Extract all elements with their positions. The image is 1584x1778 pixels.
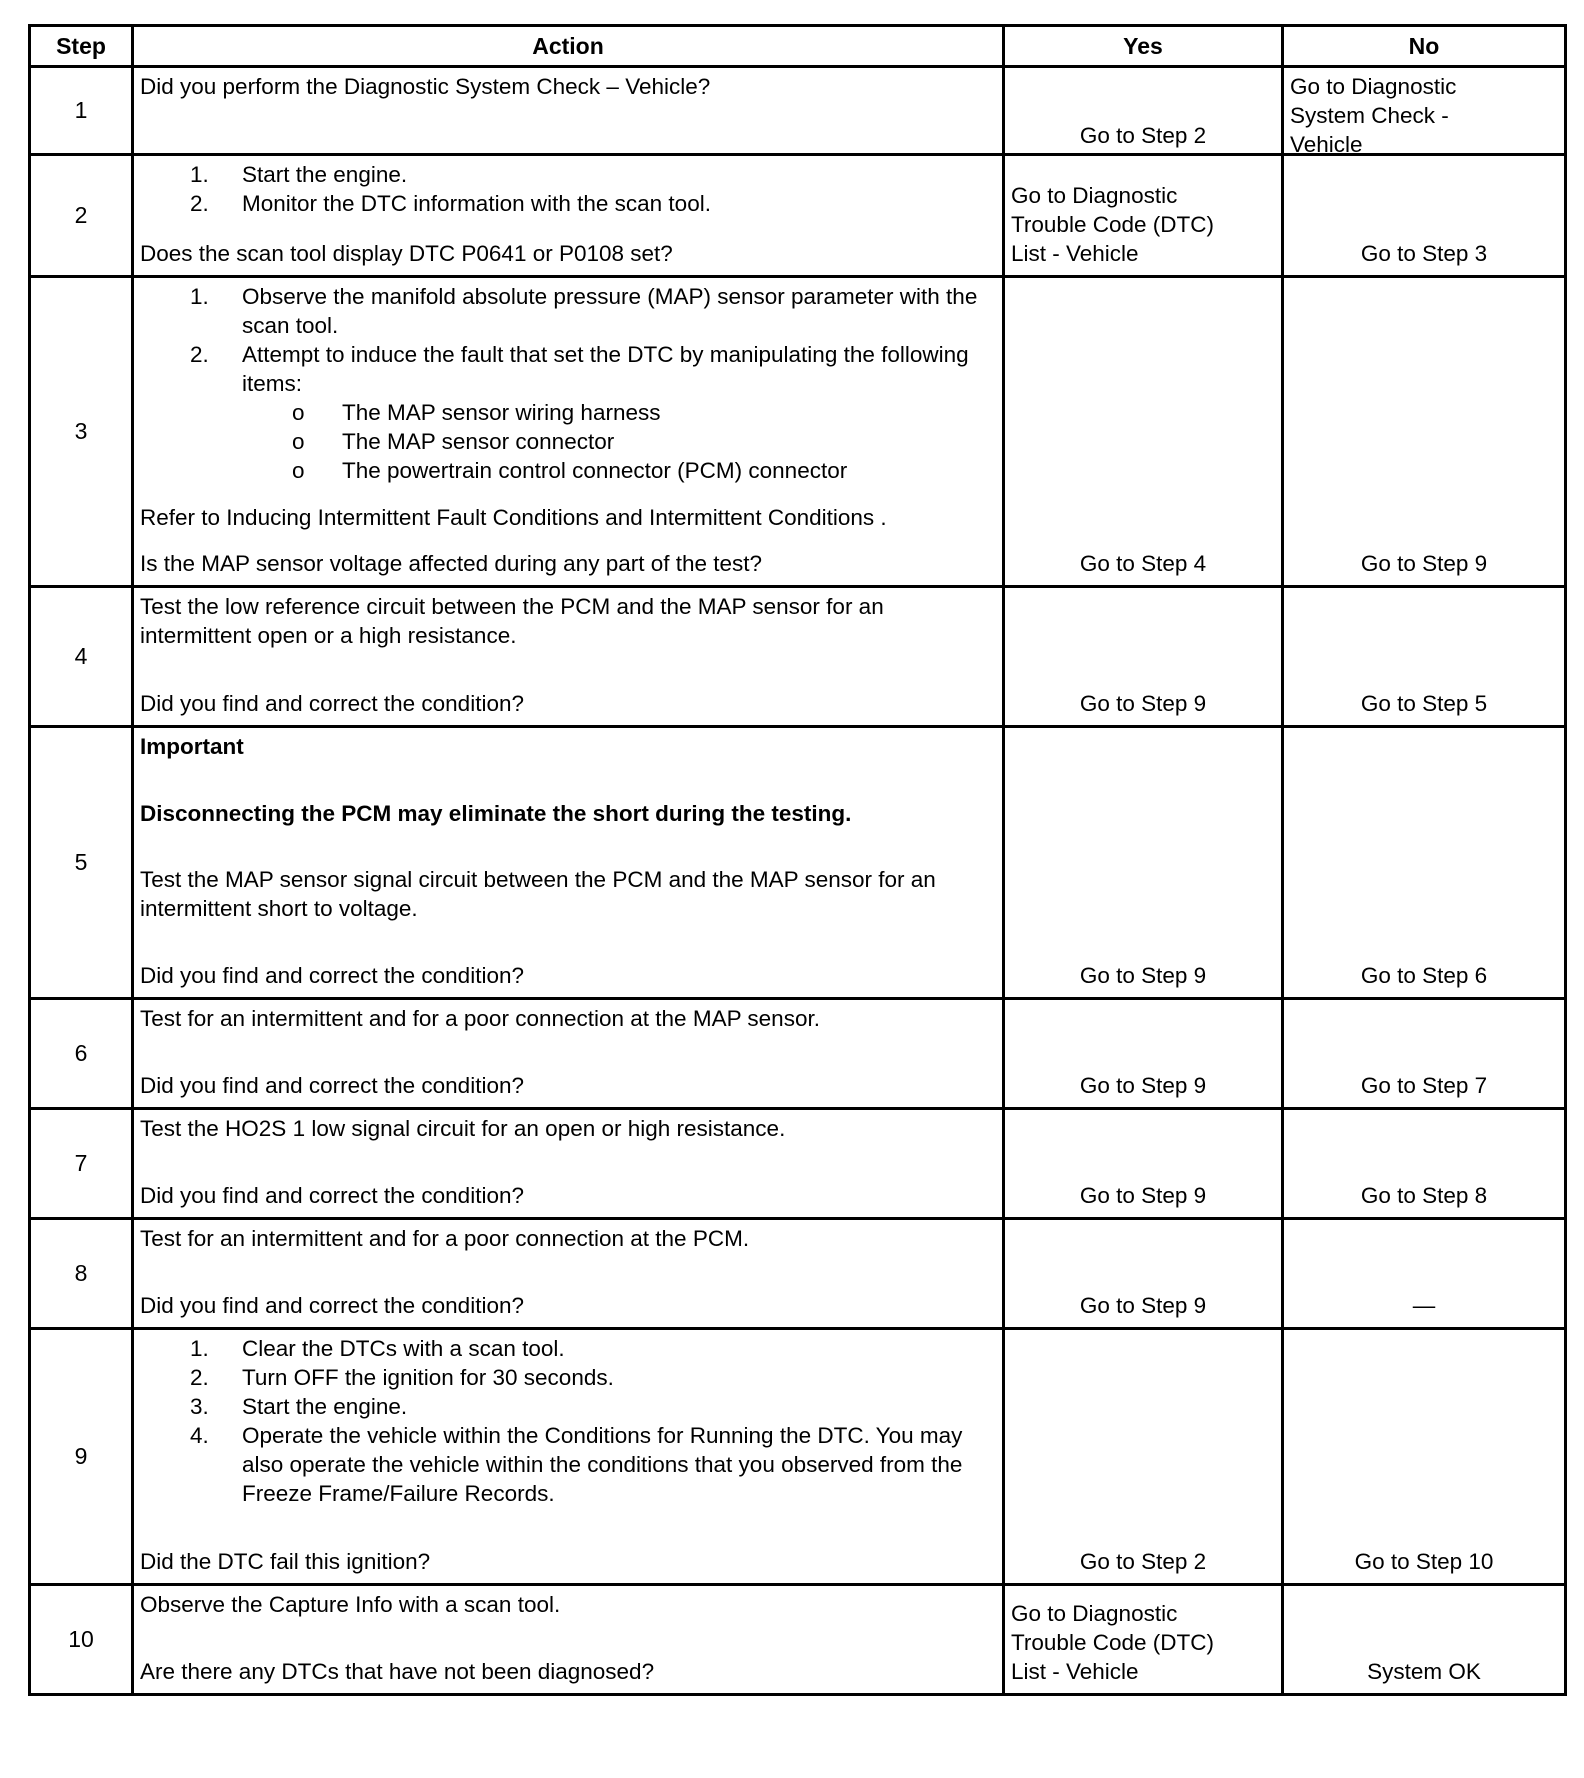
action-cell [133,277,1004,587]
no-cell [1283,277,1566,587]
no-result-line: Vehicle [1290,132,1363,157]
numbered-list [140,160,996,218]
yes-cell [1004,277,1283,587]
step-number: 3 [30,277,133,587]
question-text: Does the scan tool display DTC P0641 or P0108 set? [140,241,673,266]
no-result: Go to Step 7 [1360,1073,1488,1098]
yes-result-line: Trouble Code (DTC) [1011,1630,1214,1655]
action-text: Test the MAP sensor signal circuit between the PCM and the MAP sensor for an intermittent short to voltage. [140,867,936,922]
important-label: Important [140,734,244,759]
step-number: 9 [30,1329,133,1585]
action-text: Test the low reference circuit between the PCM and the MAP sensor for an intermittent open or a high resistance. [140,594,884,648]
no-result: Go to Step 3 [1360,241,1488,266]
action-text: Test the HO2S 1 low signal circuit for an open or high resistance. [140,1116,786,1141]
no-result: — [1412,1293,1436,1318]
header-no: No [1283,26,1566,67]
question-text: Did you find and correct the condition? [140,1073,524,1098]
no-cell [1283,67,1566,155]
yes-cell [1004,67,1283,155]
yes-result-line: Go to Diagnostic [1011,183,1178,208]
list-item: o The powertrain control connector (PCM) connector [292,458,848,483]
yes-result: Go to Step 2 [1079,123,1207,148]
list-item: 2. Attempt to induce the fault that set the DTC by manipulating the following items: [190,342,969,396]
refer-text: Refer to Inducing Intermittent Fault Conditions and Intermittent Conditions . [140,504,887,530]
no-result: Go to Step 6 [1360,963,1488,988]
step-number: 10 [30,1585,133,1695]
yes-cell [1004,1329,1283,1585]
question-text: Did the DTC fail this ignition? [140,1549,431,1574]
question-text: Did you find and correct the condition? [140,962,524,988]
list-item: o The MAP sensor wiring harness [292,400,661,425]
no-cell [1283,727,1566,999]
table-row [30,1329,1566,1585]
no-cell [1283,1329,1566,1585]
header-row [30,26,1566,67]
action-text: Observe the Capture Info with a scan tool. [140,1592,561,1617]
list-item: 1. Clear the DTCs with a scan tool. [190,1336,565,1361]
action-cell [133,1585,1004,1695]
no-result-line: System Check - [1290,103,1449,128]
no-result: Go to Step 5 [1360,691,1488,716]
action-cell [133,1109,1004,1219]
question-text: Is the MAP sensor voltage affected during any part of the test? [140,551,763,576]
table-row [30,155,1566,277]
yes-result: Go to Step 9 [1079,1293,1207,1318]
list-item: o The MAP sensor connector [292,429,615,454]
yes-cell [1004,1219,1283,1329]
yes-cell [1004,1585,1283,1695]
numbered-list [140,1334,996,1508]
question-text: Did you find and correct the condition? [140,1293,524,1318]
action-cell [133,155,1004,277]
yes-result: Go to Step 9 [1079,691,1207,716]
step-number: 2 [30,155,133,277]
list-item: 2. Turn OFF the ignition for 30 seconds. [190,1365,614,1390]
yes-result: Go to Step 9 [1079,963,1207,988]
yes-result-line: List - Vehicle [1011,1659,1139,1684]
yes-cell [1004,587,1283,727]
question-text: Did you find and correct the condition? [140,691,524,716]
no-cell [1283,1219,1566,1329]
yes-result: Go to Step 9 [1079,1183,1207,1208]
no-result: Go to Step 8 [1360,1183,1488,1208]
no-cell [1283,999,1566,1109]
list-item: 4. Operate the vehicle within the Conditions for Running the DTC. You may also operate the vehicle within the conditions that you observed from the Freeze Frame/Failure Records. [190,1423,963,1506]
step-number: 8 [30,1219,133,1329]
table-row [30,277,1566,587]
bullet-list [140,398,996,485]
no-result: System OK [1367,1659,1481,1684]
no-cell [1283,155,1566,277]
header-action: Action [133,26,1004,67]
action-text: Test for an intermittent and for a poor connection at the PCM. [140,1226,750,1251]
yes-result: Go to Step 2 [1079,1549,1207,1574]
action-text: Did you perform the Diagnostic System Check – Vehicle? [140,74,711,99]
action-cell [133,727,1004,999]
no-cell [1283,1585,1566,1695]
header-step: Step [30,26,133,67]
yes-cell [1004,999,1283,1109]
table-row [30,1585,1566,1695]
action-cell [133,1219,1004,1329]
action-text: Test for an intermittent and for a poor connection at the MAP sensor. [140,1006,820,1031]
action-cell [133,999,1004,1109]
step-number: 6 [30,999,133,1109]
question-text: Are there any DTCs that have not been diagnosed? [140,1659,655,1684]
no-result-line: Go to Diagnostic [1290,74,1457,99]
no-result: Go to Step 10 [1354,1549,1494,1574]
table-row [30,1219,1566,1329]
list-item: 2. Monitor the DTC information with the scan tool. [190,191,711,216]
list-item: 1. Start the engine. [190,162,408,187]
list-item: 1. Observe the manifold absolute pressure (MAP) sensor parameter with the scan tool. [190,284,978,338]
yes-result-line: List - Vehicle [1011,241,1139,266]
action-cell [133,1329,1004,1585]
action-cell [133,587,1004,727]
no-result: Go to Step 9 [1360,551,1488,576]
list-item: 3. Start the engine. [190,1394,408,1419]
yes-result: Go to Step 4 [1079,551,1207,576]
action-cell [133,67,1004,155]
table-row [30,1109,1566,1219]
table-row [30,587,1566,727]
no-cell [1283,1109,1566,1219]
yes-result-line: Trouble Code (DTC) [1011,212,1214,237]
step-number: 1 [30,67,133,155]
question-text: Did you find and correct the condition? [140,1183,524,1208]
table-row [30,67,1566,155]
yes-result-line: Go to Diagnostic [1011,1601,1178,1626]
yes-result: Go to Step 9 [1079,1073,1207,1098]
step-number: 7 [30,1109,133,1219]
yes-cell [1004,727,1283,999]
diagnostic-table [28,24,1567,1696]
step-number: 4 [30,587,133,727]
header-yes: Yes [1004,26,1283,67]
table-row [30,999,1566,1109]
step-number: 5 [30,727,133,999]
table-row [30,727,1566,999]
important-note: Disconnecting the PCM may eliminate the short during the testing. [140,800,852,826]
no-cell [1283,587,1566,727]
yes-cell [1004,155,1283,277]
numbered-list [140,282,996,398]
yes-cell [1004,1109,1283,1219]
